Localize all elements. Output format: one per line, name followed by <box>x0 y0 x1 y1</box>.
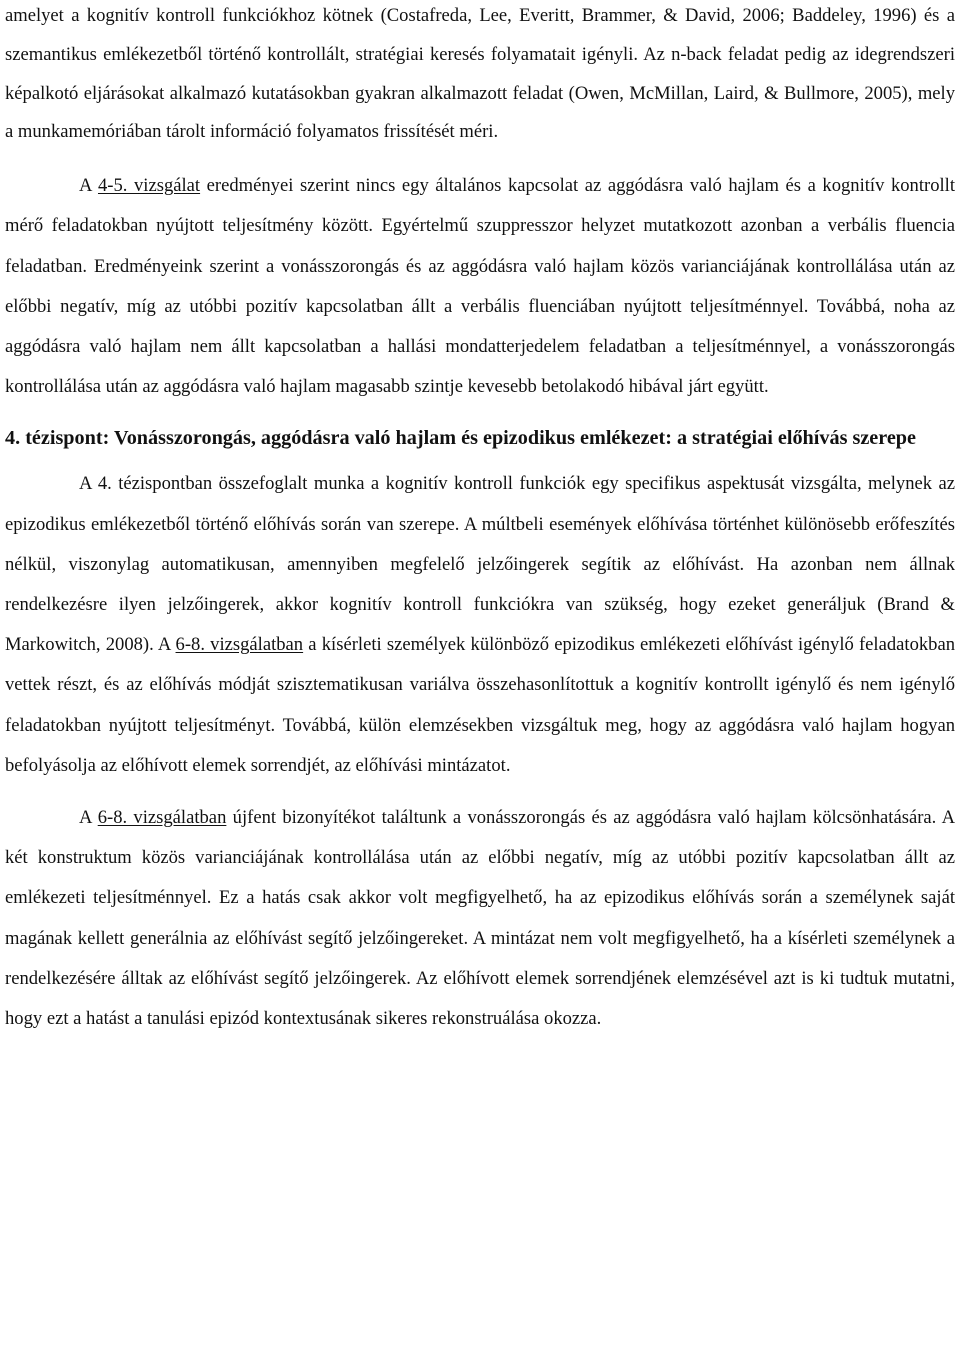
paragraph-3-text-b: a kísérleti személyek különböző epizodikus emlékezeti előhívást igénylő feladatokban vettek részt, és az előhívás módját szisztematikusan variálva összehasonlítottuk a kognitív kontrollt igénylő és nem igénylő feladatokban nyújtott teljesítményt. Továbbá, külön elemzésekben vizsgáltuk meg, hogy az aggódásra való hajlam hogyan befolyásolja az előhívott elemek sorrendjét, az előhívási mintázatot. <box>5 634 956 776</box>
study-reference-4-5: 4-5. vizsgálat <box>97 175 201 197</box>
paragraph-1-text: amelyet a kognitív kontroll funkciókhoz kötnek (Costafreda, Lee, Everitt, Brammer, & David, 2006; Baddeley, 1996) és a szemantikus emlékezetből történő kontrollált, stratégiai keresés folyamatait igényli. Az n-back feladat pedig az idegrendszeri képalkotó eljárásokat alkalmazó kutatásokban gyakran alkalmazott feladat (Owen, McMillan, Laird, & Bullmore, 2005), mely a munkamemóriában tárolt információ folyamatos frissítését méri. <box>5 5 955 143</box>
paragraph-4 <box>5 798 955 1039</box>
paragraph-2-text: eredményei szerint nincs egy általános kapcsolat az aggódásra való hajlam és a kognitív kontrollt mérő feladatokban nyújtott teljesítmény között. Egyértelmű szuppresszor helyzet mutatkozott azonban a verbális fluencia feladatban. Eredményeink szerint a vonásszorongás és az aggódásra való hajlam közös varianciájának kontrollálása után az előbbi negatív, míg az utóbbi pozitív kapcsolatban állt a verbális fluenciában nyújtott teljesítménnyel. Továbbá, noha az aggódásra való hajlam nem állt kapcsolatban a hallási mondatterjedelem feladatban a teljesítménnyel, a vonásszorongás kontrollálása után az aggódásra való hajlam magasabb szintje kevesebb betolakodó hibával járt együtt. <box>5 175 955 398</box>
paragraph-3 <box>5 464 955 786</box>
paragraph-4-prefix: A <box>79 807 98 829</box>
paragraph-4-text: újfent bizonyítékot találtunk a vonásszorongás és az aggódásra való hajlam kölcsönhatására. A két konstruktum közös varianciájának kontrollálása után az előbbi negatív, míg az utóbbi pozitív kapcsolatban állt az emlékezeti teljesítménnyel. Ez a hatás csak akkor volt megfigyelhető, ha az epizodikus előhívás során a személynek saját magának kellett generálnia az előhívást segítő jelzőingereket. A mintázat nem volt megfigyelhető, ha a kísérleti személynek a rendelkezésére álltak az előhívást segítő jelzőingerek. Az előhívott elemek sorrendjének elemzésével azt is ki tudtuk mutatni, hogy ezt a hatást a tanulási epizód kontextusának sikeres rekonstruálása okozza. <box>5 807 955 1030</box>
paragraph-1 <box>5 0 955 152</box>
study-reference-6-8: 6-8. vizsgálatban <box>175 634 304 656</box>
thesis-heading-4: 4. tézispont: Vonásszorongás, aggódásra való hajlam és epizodikus emlékezet: a stratégiai előhívás szerepe <box>5 427 916 450</box>
document-page <box>5 0 955 1039</box>
paragraph-2-prefix: A <box>79 175 98 197</box>
paragraph-2 <box>5 166 955 407</box>
study-reference-6-8-repeat: 6-8. vizsgálatban <box>97 807 227 829</box>
paragraph-3-text-a: A 4. tézispontban összefoglalt munka a kognitív kontroll funkciók egy specifikus aspektusát vizsgálta, melynek az epizodikus emlékezetből történő előhívás során van szerepe. A múltbeli események előhívása történhet különösebb erőfeszítés nélkül, viszonylag automatikusan, amennyiben megfelelő jelzőingerek segítik az előhívást. Ha azonban nem állnak rendelkezésre ilyen jelzőingerek, akkor kognitív kontroll funkciókra van szükség, hogy ezeket generáljuk (Brand & Markowitch, 2008). A <box>5 473 955 656</box>
